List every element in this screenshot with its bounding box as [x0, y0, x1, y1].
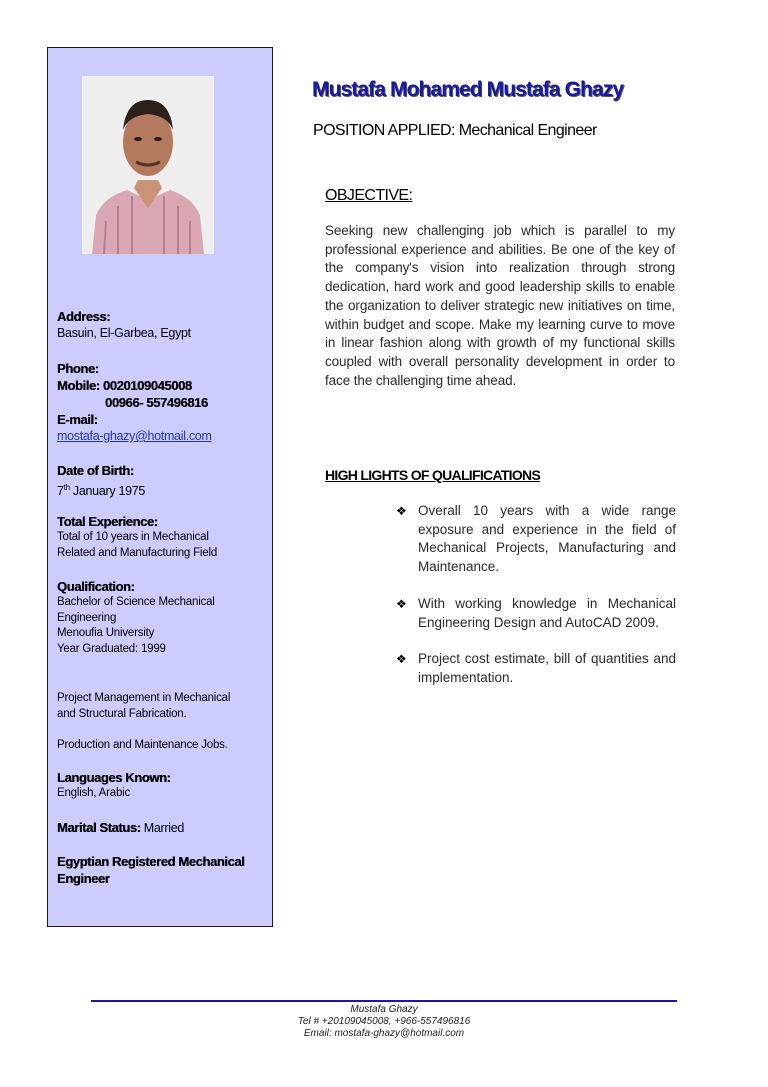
- marital-label: Marital Status:: [57, 820, 141, 835]
- registered-line-1: Egyptian Registered Mechanical: [57, 854, 245, 869]
- address-value: Basuin, El-Garbea, Egypt: [57, 326, 191, 340]
- list-item: ❖ Project cost estimate, bill of quantities and implementation.: [396, 651, 676, 685]
- dob-value: 7th January 1975: [57, 483, 146, 499]
- mobile-line-1: Mobile: 0020109045008: [57, 378, 192, 393]
- dob-label: Date of Birth:: [57, 463, 134, 478]
- production-section: [57, 738, 269, 754]
- registered-section: [57, 853, 269, 887]
- pm-line-2: and Structural Fabrication.: [57, 707, 187, 720]
- footer-name: Mustafa Ghazy: [350, 1004, 418, 1015]
- footer: [200, 1004, 568, 1040]
- qualification-line-1: Bachelor of Science Mechanical: [57, 596, 215, 608]
- list-item: ❖ With working knowledge in Mechanical Engineering Design and AutoCAD 2009.: [396, 595, 676, 630]
- email-label: E-mail:: [57, 412, 98, 427]
- list-item: ❖ Overall 10 years with a wide range exposure and experience in the field of Mechanical Projects, Manufacturing and Maintenance.: [396, 503, 676, 575]
- qualification-line-3: Menoufia University: [57, 627, 155, 639]
- experience-section: [57, 513, 269, 561]
- profile-photo: [82, 76, 214, 254]
- experience-line-1: Total of 10 years in Mechanical: [57, 531, 209, 543]
- objective-text: Seeking new challenging job which is parallel to my professional experience and abilities. Be one of the key of the company's vision into realization through strong dedication, hard work and good leadership skills to enable the organization to deliver strategic new initiatives on time, within budget and scope. Make my learning curve to move in linear fashion along with growth of my functional skills coupled with overall personality development in order to face the challenging time ahead.: [325, 223, 675, 388]
- qualification-line-4: Year Graduated: 1999: [57, 642, 166, 655]
- marital-value: Married: [140, 821, 185, 835]
- dob-section: [57, 462, 269, 500]
- portrait-image: [82, 76, 214, 254]
- address-section: [57, 308, 269, 342]
- phone-section: [57, 360, 269, 445]
- diamond-bullet-icon: ❖: [396, 652, 407, 667]
- project-management-section: [57, 691, 269, 722]
- footer-email: Email: mostafa-ghazy@hotmail.com: [303, 1028, 465, 1039]
- qualification-section: [57, 578, 269, 657]
- experience-label: Total Experience:: [57, 514, 158, 529]
- diamond-bullet-icon: ❖: [396, 596, 407, 611]
- marital-section: [57, 819, 269, 837]
- highlights-list: [396, 502, 676, 706]
- registered-line-2: Engineer: [57, 871, 110, 886]
- languages-value: English, Arabic: [57, 787, 131, 799]
- pm-line-1: Project Management in Mechanical: [57, 692, 231, 704]
- position-applied: POSITION APPLIED: Mechanical Engineer: [313, 122, 597, 139]
- diamond-bullet-icon: ❖: [396, 504, 407, 518]
- address-label: Address:: [57, 309, 111, 324]
- mobile-line-2: 00966- 557496816: [105, 395, 208, 410]
- email-link[interactable]: mostafa-ghazy@hotmail.com: [57, 429, 212, 443]
- production-text: Production and Maintenance Jobs.: [57, 739, 228, 751]
- experience-line-2: Related and Manufacturing Field: [57, 546, 218, 559]
- qualification-line-2: Engineering: [57, 611, 117, 624]
- objective-heading: OBJECTIVE:: [325, 187, 413, 204]
- footer-divider: [91, 1000, 677, 1002]
- phone-label: Phone:: [57, 361, 99, 376]
- languages-label: Languages Known:: [57, 770, 171, 785]
- languages-section: [57, 769, 269, 802]
- sidebar-panel: [47, 47, 273, 927]
- highlights-heading: HIGH LIGHTS OF QUALIFICATIONS: [325, 467, 541, 483]
- candidate-name: Mustafa Mohamed Mustafa Ghazy: [312, 78, 624, 101]
- qualification-label: Qualification:: [57, 579, 135, 594]
- footer-tel: Tel # +20109045008, +966-557496816: [297, 1016, 471, 1027]
